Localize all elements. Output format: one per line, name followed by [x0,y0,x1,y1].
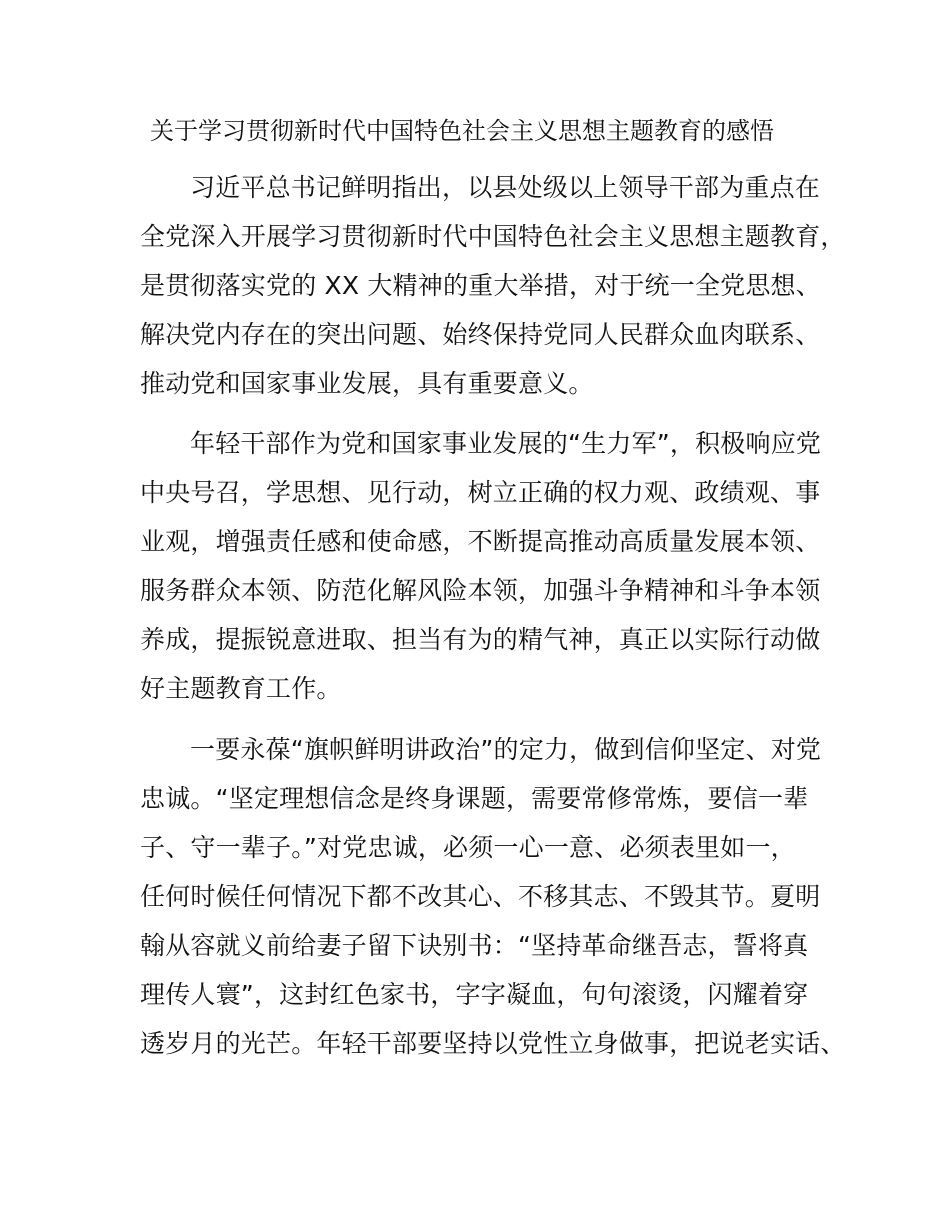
paragraph-2-line-3: 业观，增强责任感和使命感，不断提高推动高质量发展本领、 [140,527,821,556]
paragraph-3-line-1: 一要永葆“旗帜鲜明讲政治”的定力，做到信仰坚定、对党 [190,735,822,764]
paragraph-1-line-1: 习近平总书记鲜明指出，以县处级以上领导干部为重点在 [190,173,821,202]
paragraph-1-line-3: 是贯彻落实党的 XX 大精神的重大举措，对于统一全党思想、 [140,271,821,300]
paragraph-3-line-7: 透岁月的光芒。年轻干部要坚持以党性立身做事，把说老实话、 [140,1029,846,1058]
paragraph-2-line-2: 中央号召，学思想、见行动，树立正确的权力观、政绩观、事 [140,478,821,507]
paragraph-1-line-4: 解决党内存在的突出问题、始终保持党同人民群众血肉联系、 [140,320,821,349]
paragraph-3-line-4: 任何时候任何情况下都不改其心、不移其志、不毁其节。夏明 [140,882,821,911]
paragraph-3-line-2: 忠诚。“坚定理想信念是终身课题，需要常修常炼，要信一辈 [140,784,809,813]
paragraph-3-line-3: 子、守一辈子。”对党忠诚，必须一心一意、必须表里如一， [140,833,796,862]
paragraph-2-line-5: 养成，提振锐意进取、担当有为的精气神，真正以实际行动做 [140,625,821,654]
paragraph-2-line-1: 年轻干部作为党和国家事业发展的“生力军”，积极响应党 [190,429,822,458]
paragraph-2-line-6: 好主题教育工作。 [140,674,342,703]
paragraph-3-line-5: 翰从容就义前给妻子留下诀别书：“坚持革命继吾志，誓将真 [140,931,809,960]
paragraph-2-line-4: 服务群众本领、防范化解风险本领，加强斗争精神和斗争本领 [140,576,821,605]
paragraph-1-line-5: 推动党和国家事业发展，具有重要意义。 [140,369,594,398]
paragraph-1-line-2: 全党深入开展学习贯彻新时代中国特色社会主义思想主题教育， [140,222,846,251]
paragraph-3-line-6: 理传人寰”，这封红色家书，字字凝血，句句滚烫，闪耀着穿 [140,980,809,1009]
document-title: 关于学习贯彻新时代中国特色社会主义思想主题教育的感悟 [150,117,774,145]
